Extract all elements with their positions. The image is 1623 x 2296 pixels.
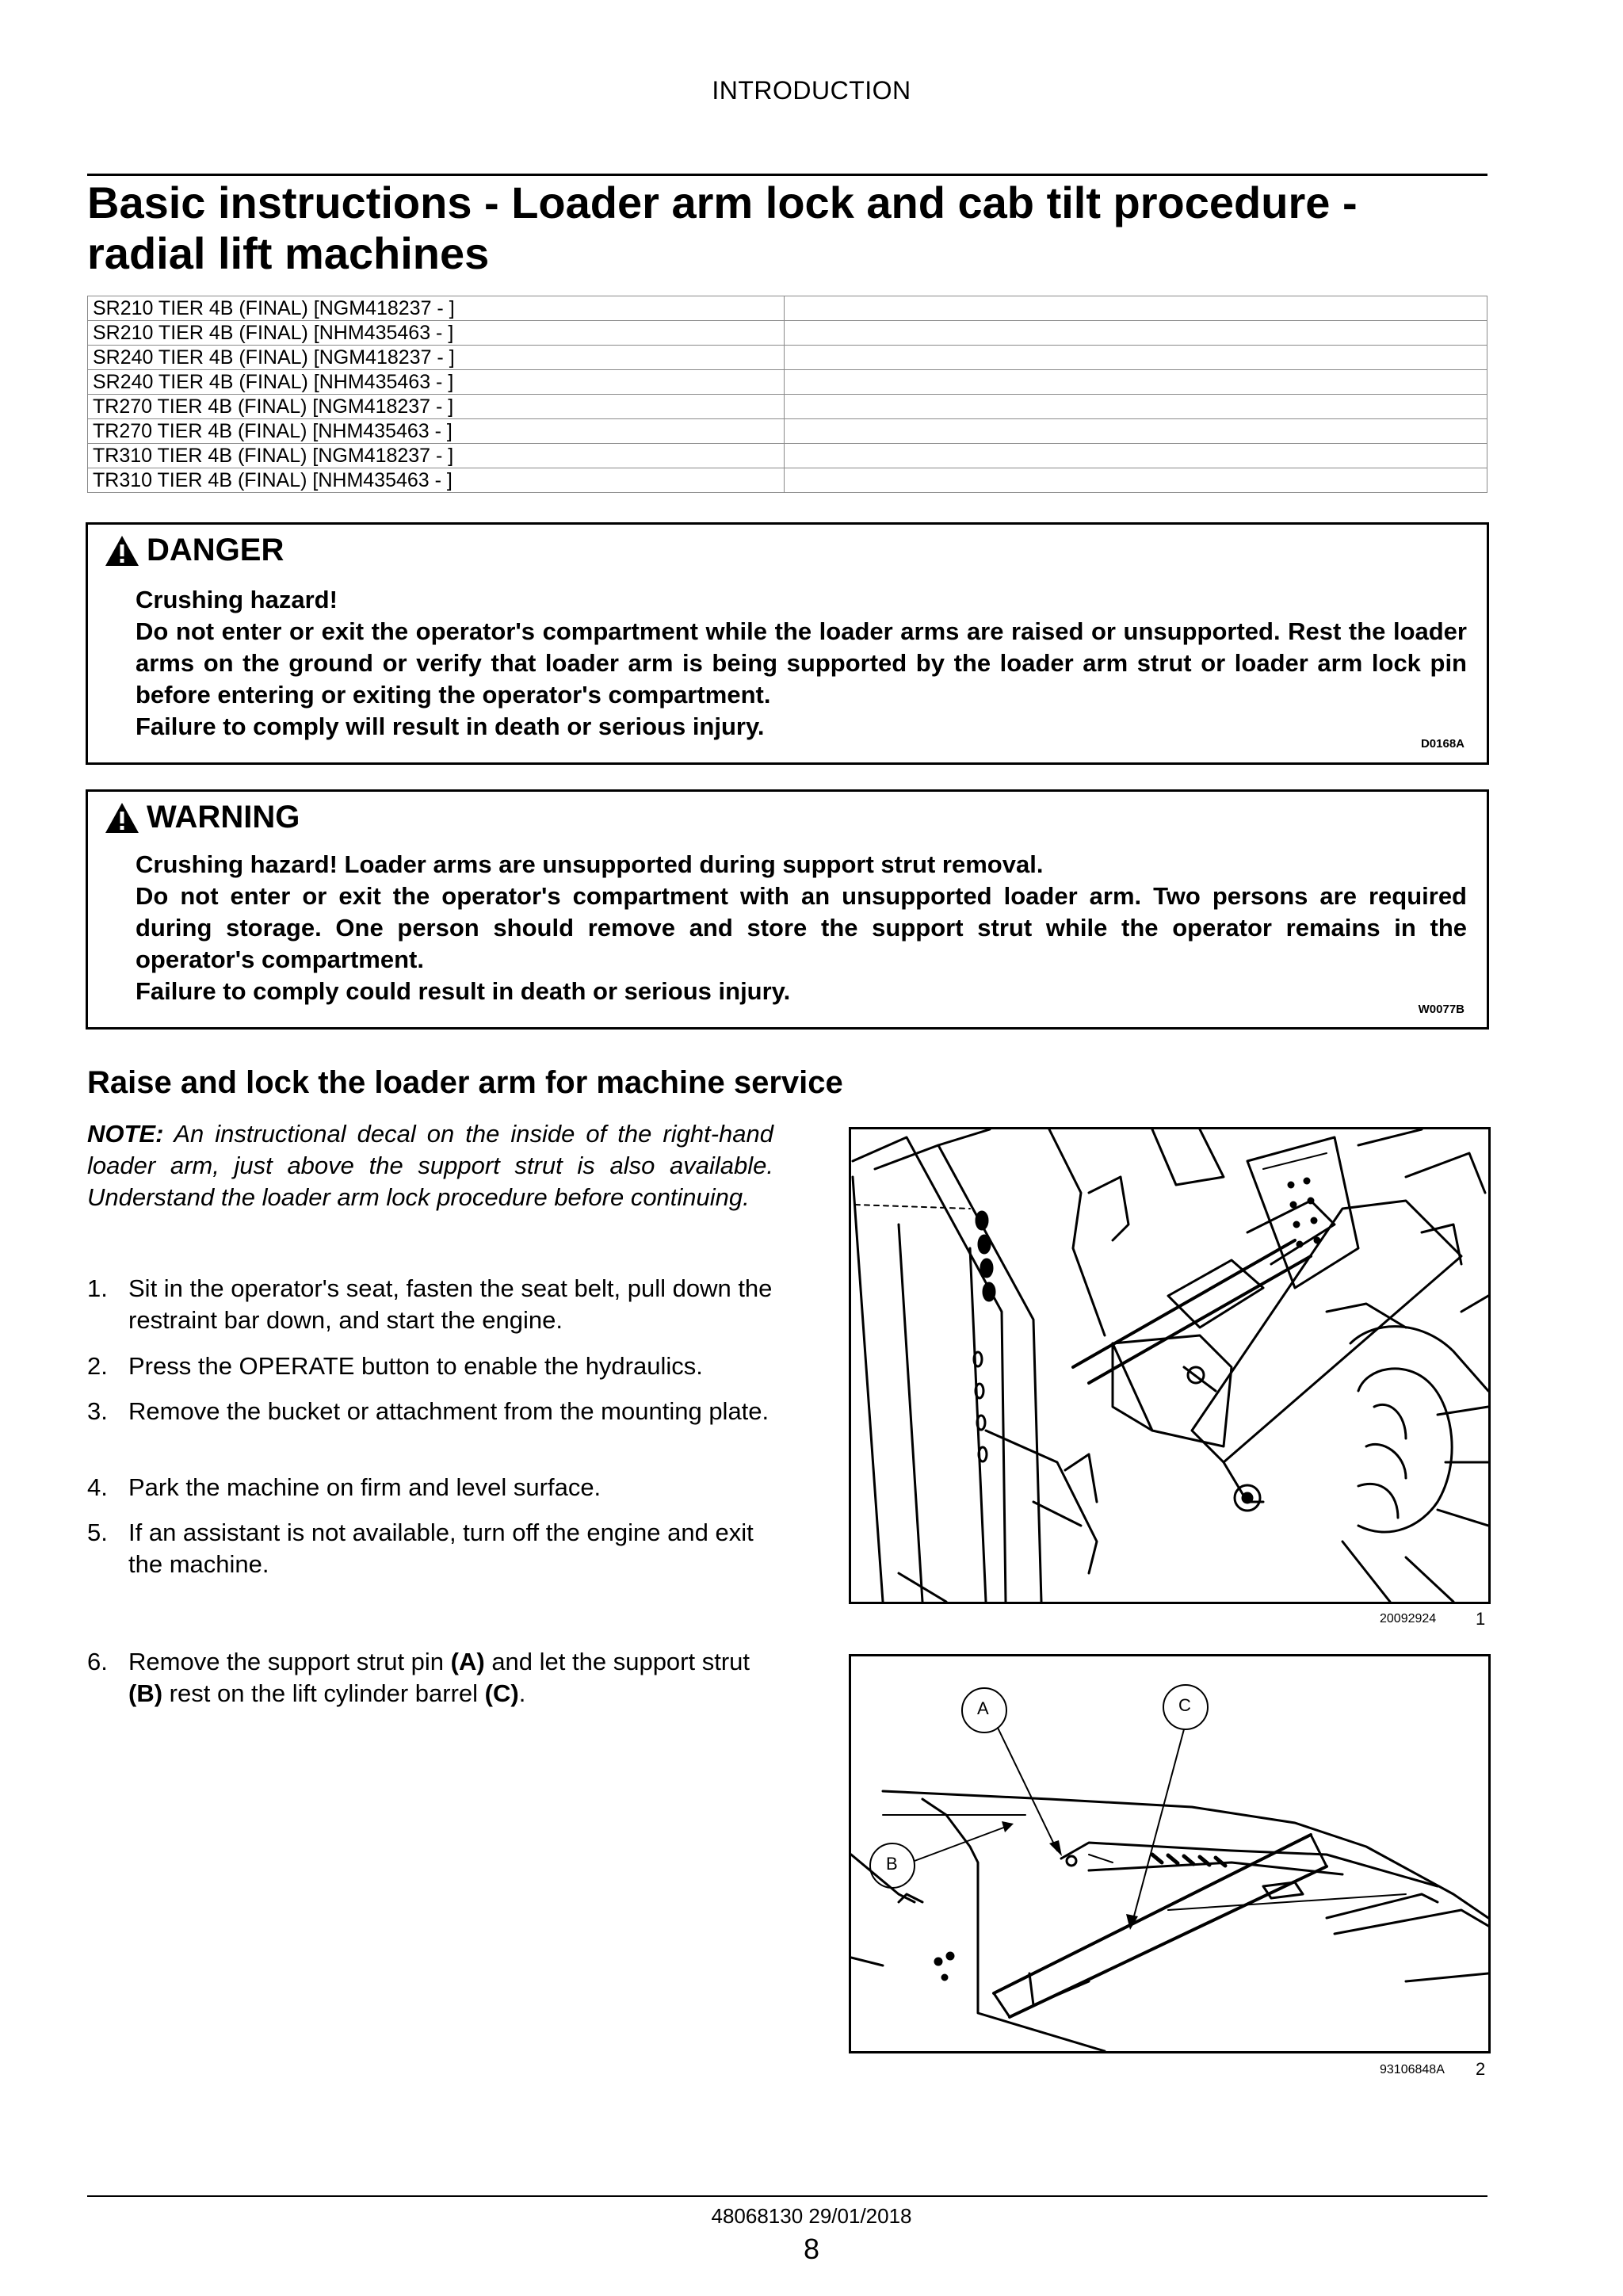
step-number: 4. [87, 1473, 108, 1501]
danger-heading [104, 533, 284, 568]
model-cell: TR310 TIER 4B (FINAL) [NHM435463 - ] [88, 468, 785, 493]
note-label: NOTE: [87, 1120, 164, 1148]
footer-doc-date: 48068130 29/01/2018 [711, 2204, 912, 2228]
step-number: 6. [87, 1648, 108, 1675]
warning-body [136, 849, 1467, 1007]
footer-rule [87, 2195, 1487, 2197]
model-empty-cell [785, 468, 1487, 493]
model-row [88, 419, 1487, 444]
model-cell: SR240 TIER 4B (FINAL) [NGM418237 - ] [88, 346, 785, 370]
danger-body [136, 584, 1467, 743]
figure-2-number: 2 [1476, 2059, 1486, 2079]
step-item [87, 1646, 773, 1710]
model-empty-cell [785, 321, 1487, 346]
model-cell: TR270 TIER 4B (FINAL) [NGM418237 - ] [88, 395, 785, 419]
danger-code: D0168A [1420, 737, 1465, 751]
model-cell: TR310 TIER 4B (FINAL) [NGM418237 - ] [88, 444, 785, 468]
page-number: 8 [803, 2233, 820, 2265]
warning-heading-text: WARNING [147, 800, 300, 835]
step-item [87, 1472, 773, 1503]
step-number: 3. [87, 1397, 108, 1425]
step-text: Remove the bucket or attachment from the mounting plate. [128, 1397, 769, 1425]
model-empty-cell [785, 370, 1487, 395]
figure-2-support-strut-illustration [849, 1654, 1491, 2053]
step-item [87, 1396, 773, 1427]
model-cell: SR210 TIER 4B (FINAL) [NHM435463 - ] [88, 321, 785, 346]
warning-box [86, 789, 1489, 1030]
model-empty-cell [785, 444, 1487, 468]
danger-box [86, 522, 1489, 765]
note-paragraph [87, 1118, 773, 1213]
step-text: Sit in the operator's seat, fasten the seat belt, pull down the restraint bar down, and start the engine. [128, 1274, 773, 1334]
step-item [87, 1350, 773, 1382]
step-text: Park the machine on firm and level surface. [128, 1473, 601, 1501]
warning-line: Crushing hazard! Loader arms are unsupported during support strut removal. [136, 850, 1044, 878]
figure-1-ref: 20092924 [1380, 1612, 1437, 1626]
model-empty-cell [785, 296, 1487, 321]
model-table [87, 296, 1487, 493]
section-heading: Raise and lock the loader arm for machine service [87, 1065, 843, 1100]
model-row [88, 444, 1487, 468]
running-header: INTRODUCTION [712, 76, 911, 105]
model-cell: SR210 TIER 4B (FINAL) [NGM418237 - ] [88, 296, 785, 321]
model-row [88, 395, 1487, 419]
danger-heading-text: DANGER [147, 533, 285, 567]
step-item [87, 1273, 773, 1336]
callout-a-label: A [977, 1698, 989, 1718]
model-row [88, 468, 1487, 493]
step-number: 2. [87, 1352, 108, 1380]
figure-2-ref: 93106848A [1380, 2063, 1445, 2076]
model-row [88, 321, 1487, 346]
warning-line: Do not enter or exit the operator's compartment with an unsupported loader arm. Two persons are required during storage. One person should remove and store the support strut while the operator remains in the operator's compartment. [136, 882, 1467, 973]
warning-line: Failure to comply could result in death or serious injury. [136, 977, 791, 1005]
model-row [88, 296, 1487, 321]
header-rule [87, 174, 1487, 176]
danger-line: Do not enter or exit the operator's compartment while the loader arms are raised or unsupported. Rest the loader arms on the ground or verify that loader arm is being supported by the loader arm strut or loader arm lock pin before entering or exiting the operator's compartment. [136, 617, 1467, 709]
warning-heading [104, 800, 300, 835]
figure-1-loader-arm-illustration [849, 1127, 1491, 1604]
step-text: If an assistant is not available, turn off the engine and exit the machine. [128, 1519, 754, 1578]
step-number: 5. [87, 1519, 108, 1546]
figure-1-number: 1 [1476, 1609, 1486, 1629]
danger-line: Failure to comply will result in death or serious injury. [136, 712, 765, 740]
warning-triangle-icon [104, 801, 140, 835]
model-cell: SR240 TIER 4B (FINAL) [NHM435463 - ] [88, 370, 785, 395]
model-row [88, 370, 1487, 395]
model-cell: TR270 TIER 4B (FINAL) [NHM435463 - ] [88, 419, 785, 444]
model-empty-cell [785, 346, 1487, 370]
step-number: 1. [87, 1274, 108, 1302]
model-empty-cell [785, 395, 1487, 419]
step-text: Press the OPERATE button to enable the hydraulics. [128, 1352, 703, 1380]
danger-line: Crushing hazard! [136, 586, 338, 613]
step-text: Remove the support strut pin (A) and let the support strut (B) rest on the lift cylinder barrel (C). [128, 1648, 750, 1707]
page-title: Basic instructions - Loader arm lock and cab tilt procedure - radial lift machines [87, 178, 1358, 278]
callout-b-label: B [886, 1854, 898, 1874]
step-item [87, 1517, 773, 1580]
warning-triangle-icon [104, 534, 140, 567]
model-empty-cell [785, 419, 1487, 444]
callout-c-label: C [1178, 1695, 1191, 1715]
warning-code: W0077B [1418, 1003, 1465, 1016]
note-text: An instructional decal on the inside of the right-hand loader arm, just above the support strut is also available. Understand the loader arm lock procedure before continuing. [87, 1120, 773, 1211]
model-row [88, 346, 1487, 370]
